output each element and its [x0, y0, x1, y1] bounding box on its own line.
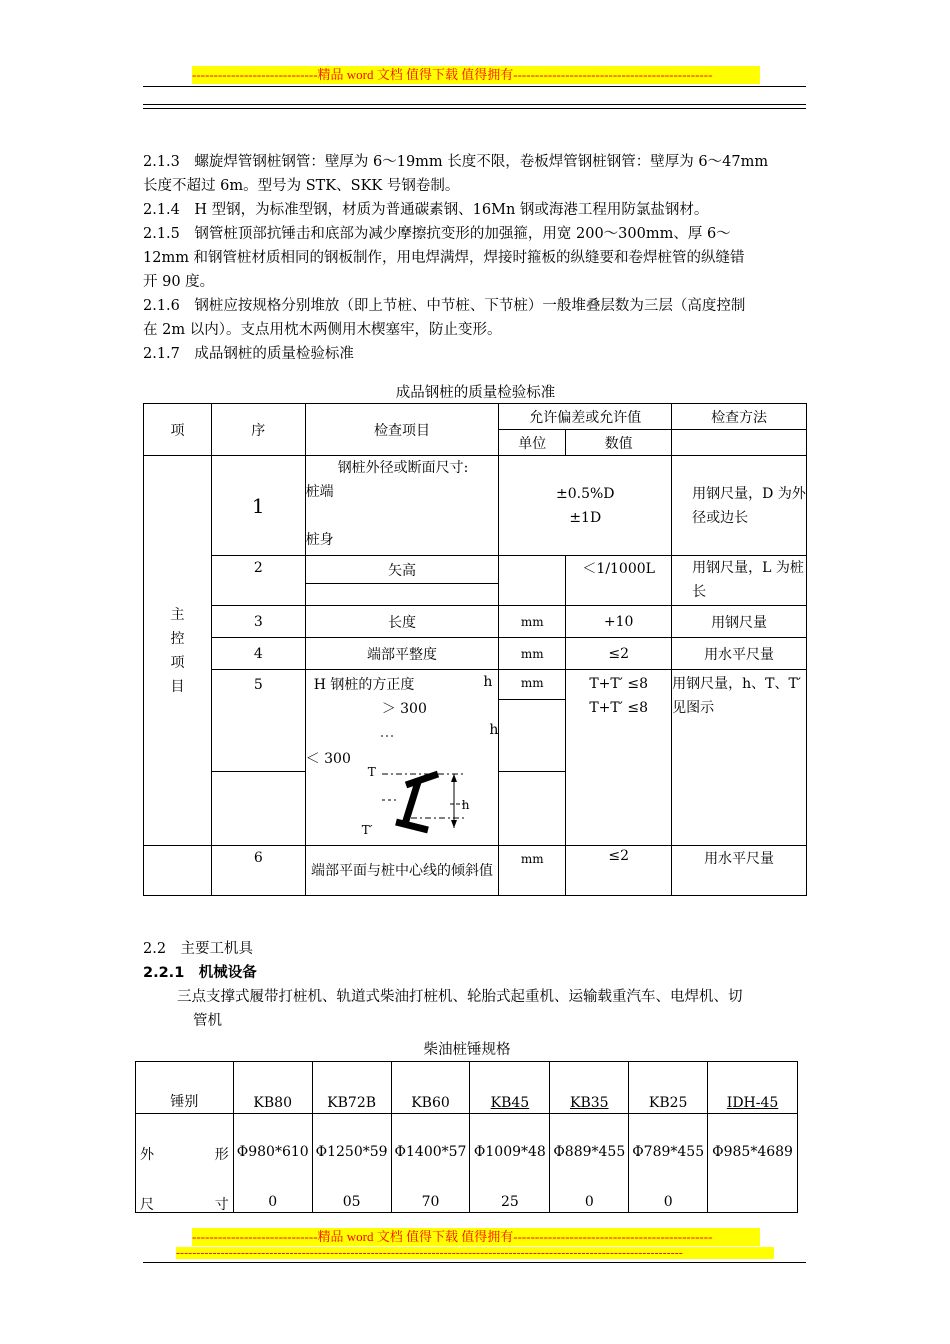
t2-dim-kb80-bot: 0 [268, 1194, 278, 1210]
t2-label-xing: 形 [214, 1147, 229, 1163]
para-2-1-5-line2: 12mm 和钢管桩材质相同的钢板制作，用电焊满焊，焊接时箍板的纵缝要和卷焊桩管的纵缝错 [143, 250, 745, 266]
row5-seq: 5 [211, 670, 305, 772]
row1-value-b: ±1D [569, 509, 602, 526]
fig-label-t-prime: T′ [361, 823, 373, 837]
row2-unit [499, 556, 566, 606]
row6-unit: mm [499, 846, 566, 896]
row5-item-title: H 钢桩的方正度 [313, 677, 415, 693]
group-main-control: 主 控 项 目 [144, 456, 212, 846]
para-2-1-6-line1: 2.1.6 钢桩应按规格分别堆放（即上节桩、中节桩、下节桩）一般堆叠层数为三层（高度控制 [143, 298, 746, 314]
row3-item: 长度 [305, 606, 499, 638]
row4-method: 用水平尺量 [672, 638, 807, 670]
header-rule-double-top [143, 104, 806, 105]
row3-seq: 3 [211, 606, 305, 638]
row1-value-a: ±0.5%D [555, 485, 615, 502]
row1-item-body: 桩身 [305, 532, 334, 548]
t2-dim-kb35 [550, 1114, 629, 1213]
row5-item [305, 670, 499, 846]
row3-unit: mm [499, 606, 566, 638]
row1-value [499, 456, 672, 556]
para-2-1-5-line3: 开 90 度。 [143, 274, 215, 290]
row6-method: 用水平尺量 [672, 846, 807, 896]
fig-label-t: T [367, 765, 376, 779]
t2-model-kb35-text: KB35 [569, 1095, 609, 1111]
row5-value-b: T+T′ ≤8 [589, 700, 649, 716]
t2-dim-kb80 [233, 1114, 312, 1213]
row5-h2: h [489, 722, 499, 738]
para-2-1-3-line2: 长度不超过 6m。型号为 STK、SKK 号钢卷制。 [143, 178, 460, 194]
t2-dim-idh45-top: Φ985*4689 [712, 1144, 793, 1160]
row4-unit: mm [499, 638, 566, 670]
header-unit: 单位 [499, 430, 566, 456]
table1-caption: 成品钢桩的质量检验标准 [395, 385, 556, 401]
para-2-1-3-line1: 2.1.3 螺旋焊管钢桩钢管：壁厚为 6～19mm 长度不限，卷板焊管钢桩钢管：壁厚为 6～47mm [143, 154, 769, 170]
t2-dim-kb72b-top: Φ1250*59 [315, 1144, 388, 1160]
t2-dim-kb45-top: Φ1009*48 [473, 1144, 546, 1160]
row6-seq: 6 [211, 846, 305, 896]
section-2-2-1-body-line2: 管机 [193, 1013, 222, 1029]
t2-dim-kb60-top: Φ1400*57 [394, 1144, 467, 1160]
row5-value [566, 670, 672, 846]
row3-method: 用钢尺量 [672, 606, 807, 638]
t2-model-kb35 [550, 1062, 629, 1114]
header-item: 项 [144, 404, 212, 456]
para-2-1-4: 2.1.4 H 型钢，为标准型钢，材质为普通碳素钢、16Mn 钢或海港工程用防氯盐钢材。 [143, 202, 709, 218]
t2-model-idh45 [708, 1062, 798, 1114]
header-rule-double-bottom [143, 108, 806, 109]
t2-dim-kb25-bot: 0 [663, 1194, 673, 1210]
t2-row-label [136, 1114, 234, 1213]
row3-value: +10 [566, 606, 672, 638]
h-beam-figure-icon [366, 730, 496, 840]
t2-model-kb80: KB80 [233, 1062, 312, 1114]
row2-method: 用钢尺量，L 为桩长 [672, 556, 807, 606]
quality-standard-table [143, 403, 807, 896]
para-2-1-6-line2: 在 2m 以内）。支点用枕木两侧用木楔塞牢，防止变形。 [143, 322, 502, 338]
header-banner: -----------------------------精品 word 文档 值得下载 值得拥有---------------------------------------------- [192, 66, 760, 84]
t2-label-wai: 外 [140, 1147, 154, 1163]
row5-unit-empty [499, 700, 566, 772]
para-2-1-7: 2.1.7 成品钢桩的质量检验标准 [143, 346, 354, 362]
row1-seq: 1 [211, 456, 305, 556]
t2-dim-kb25 [629, 1114, 708, 1213]
row1-method: 用钢尺量，D 为外径或边长 [672, 456, 807, 556]
body-paragraphs [143, 150, 808, 366]
t2-dim-kb72b-bot: 05 [342, 1194, 361, 1210]
header-seq: 序 [211, 404, 305, 456]
row6-value: ≤2 [566, 846, 672, 896]
footer-banner: -----------------------------精品 word 文档 值得下载 值得拥有---------------------------------------------- [192, 1228, 760, 1246]
section-2-2-1-body-line1: 三点支撑式履带打桩机、轨道式柴油打桩机、轮胎式起重机、运输载重汽车、电焊机、切 [177, 989, 743, 1005]
row5-lt-300: ＜ 300 [305, 751, 351, 767]
t2-model-idh45-text: IDH-45 [726, 1095, 779, 1111]
section-2-2 [143, 937, 808, 1033]
t2-header-hammer: 锤别 [136, 1062, 234, 1114]
t2-model-kb25: KB25 [629, 1062, 708, 1114]
t2-dim-kb25-top: Φ789*455 [632, 1144, 705, 1160]
t2-label-chi: 尺 [140, 1197, 154, 1213]
row5-unit: mm [499, 670, 566, 700]
row2-value: ＜1/1000L [566, 556, 672, 606]
header-rule [143, 86, 806, 87]
t2-dim-kb45 [470, 1114, 550, 1213]
row4-seq: 4 [211, 638, 305, 670]
t2-dim-kb60-bot: 70 [421, 1194, 440, 1210]
diesel-hammer-table [135, 1061, 798, 1213]
row1-item-title: 钢桩外径或断面尺寸: [337, 460, 469, 476]
row5-method: 用钢尺量，h、T、T′ 见图示 [672, 670, 807, 846]
t2-dim-kb35-top: Φ889*455 [553, 1144, 626, 1160]
t2-model-kb45 [470, 1062, 550, 1114]
row5-seq-empty [211, 772, 305, 846]
t2-model-kb45-text: KB45 [490, 1095, 530, 1111]
row4-item: 端部平整度 [305, 638, 499, 670]
t2-dim-kb80-top: Φ980*610 [236, 1144, 309, 1160]
t2-model-kb72b: KB72B [312, 1062, 391, 1114]
t2-dim-idh45 [708, 1114, 798, 1213]
section-2-2-1-title: 2.2.1 机械设备 [143, 965, 257, 981]
row5-unit-empty2 [499, 772, 566, 846]
footer-banner-dashes: ----------------------------------------------------------------------------------------------------------------------------- [176, 1247, 774, 1259]
row2-item: 矢高 [305, 556, 499, 584]
footer-rule [143, 1262, 806, 1263]
t2-dim-kb72b [312, 1114, 391, 1213]
row6-group-empty [144, 846, 212, 896]
row5-h1: h [483, 674, 493, 690]
header-check-item: 检查项目 [305, 404, 499, 456]
header-allowance: 允许偏差或允许值 [499, 404, 672, 430]
header-method-empty [672, 430, 807, 456]
row6-item: 端部平面与桩中心线的倾斜值 [305, 846, 499, 896]
row1-item [305, 456, 499, 556]
header-method: 检查方法 [672, 404, 807, 430]
row5-gt-300: ＞ 300 [381, 701, 427, 717]
row2-seq: 2 [211, 556, 305, 606]
t2-dim-kb60 [391, 1114, 470, 1213]
section-2-2-title: 2.2 主要工机具 [143, 941, 254, 957]
row2-item-empty [305, 584, 499, 606]
table2-caption: 柴油桩锤规格 [423, 1042, 511, 1058]
t2-label-cun: 寸 [214, 1197, 229, 1213]
t2-model-kb60: KB60 [391, 1062, 470, 1114]
row4-value: ≤2 [566, 638, 672, 670]
row5-value-a: T+T′ ≤8 [589, 676, 649, 692]
t2-dim-kb35-bot: 0 [584, 1194, 594, 1210]
fig-label-h: h [461, 798, 470, 812]
header-value: 数值 [566, 430, 672, 456]
para-2-1-5-line1: 2.1.5 钢管桩顶部抗锤击和底部为减少摩擦抗变形的加强箍，用宽 200～300mm、厚 6～ [143, 226, 731, 242]
row1-item-end: 桩端 [305, 484, 334, 500]
t2-dim-kb45-bot: 25 [500, 1194, 519, 1210]
